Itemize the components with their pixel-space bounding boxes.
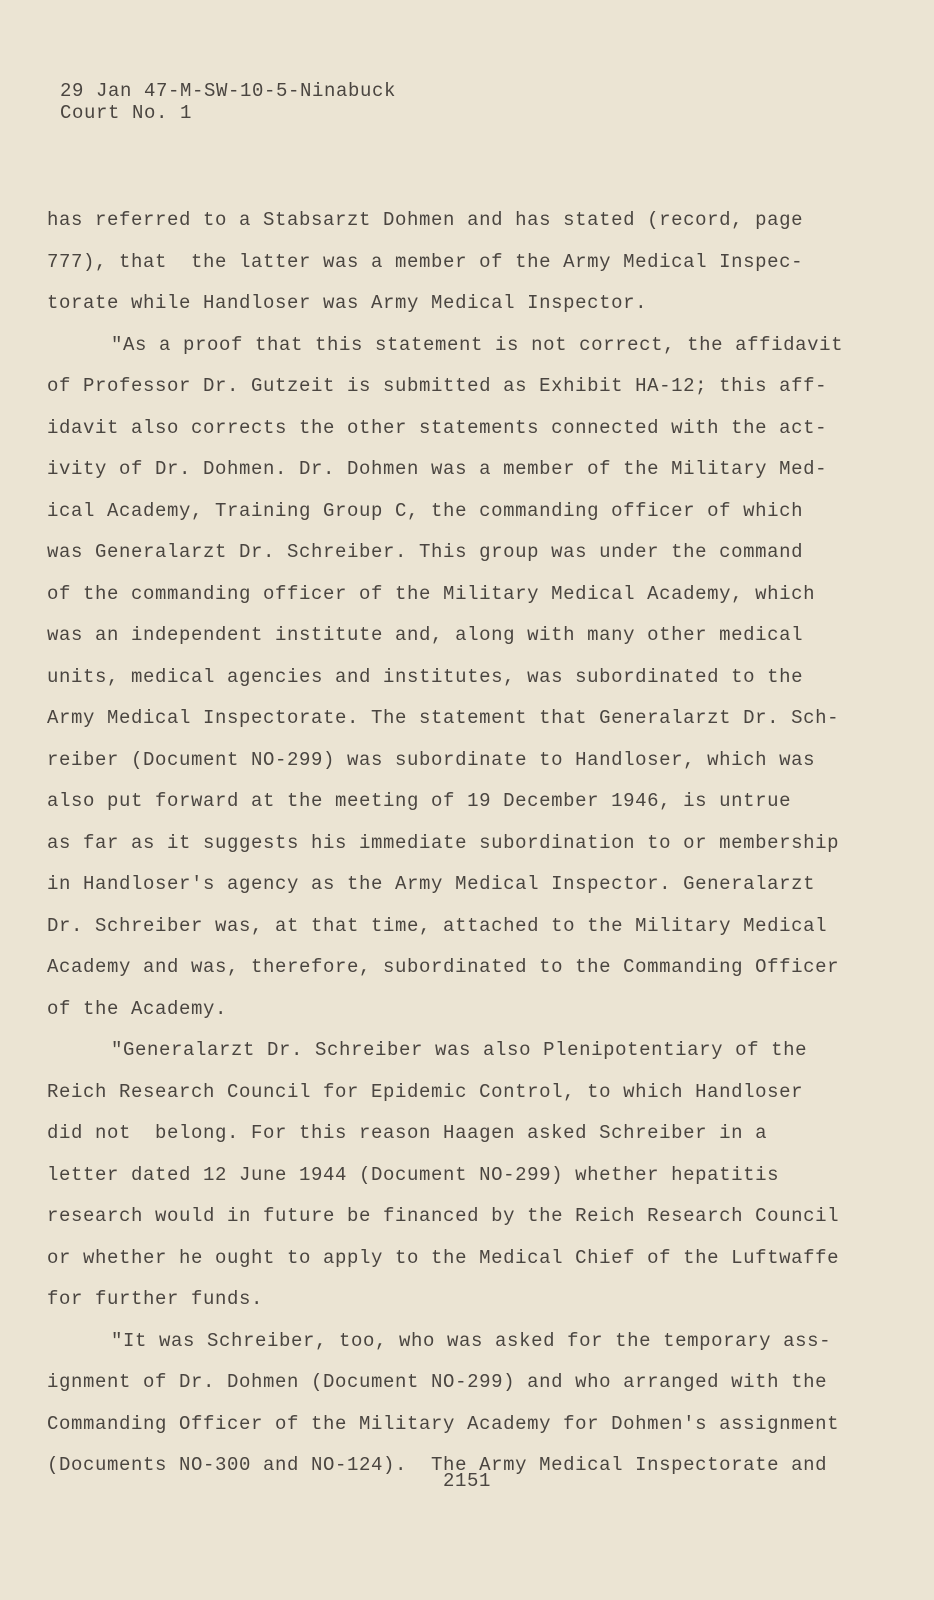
text-line: letter dated 12 June 1944 (Document NO-299) whether hepatitis [47, 1163, 780, 1186]
text-line: Army Medical Inspectorate. The statement that Generalarzt Dr. Sch- [47, 707, 840, 729]
text-line: "As a proof that this statement is not correct, the affidavit [111, 333, 844, 356]
text-line: of the Academy. [47, 997, 228, 1020]
text-line: ivity of Dr. Dohmen. Dr. Dohmen was a member of the Military Med- [47, 458, 828, 480]
text-line: 777), that the latter was a member of the Army Medical Inspec- [47, 250, 804, 273]
text-line: in Handloser's agency as the Army Medical Inspector. Generalarzt [47, 873, 816, 895]
header-line-2: Court No. 1 [60, 102, 193, 124]
text-line: units, medical agencies and institutes, was subordinated to the [47, 665, 804, 688]
header-line-1: 29 Jan 47-M-SW-10-5-Ninabuck [60, 80, 397, 102]
text-line: of Professor Dr. Gutzeit is submitted as Exhibit HA-12; this aff- [47, 375, 828, 397]
text-line: research would in future be financed by the Reich Research Council [47, 1205, 840, 1227]
text-line: reiber (Document NO-299) was subordinate to Handloser, which was [47, 748, 816, 771]
text-line: idavit also corrects the other statements connected with the act- [47, 416, 828, 439]
text-line: torate while Handloser was Army Medical Inspector. [47, 292, 648, 314]
body-text [47, 200, 897, 1487]
text-line: was Generalarzt Dr. Schreiber. This group was under the command [47, 541, 804, 563]
text-line: "It was Schreiber, too, who was asked for the temporary ass- [111, 1329, 832, 1352]
text-line: or whether he ought to apply to the Medical Chief of the Luftwaffe [47, 1246, 840, 1269]
text-line: Commanding Officer of the Military Academy for Dohmen's assignment [47, 1412, 840, 1435]
text-line: (Documents NO-300 and NO-124). The Army Medical Inspectorate and [47, 1454, 828, 1476]
text-line: Dr. Schreiber was, at that time, attached to the Military Medical [47, 914, 828, 937]
text-line: ignment of Dr. Dohmen (Document NO-299) and who arranged with the [47, 1371, 828, 1393]
text-line: for further funds. [47, 1288, 264, 1310]
text-line: Reich Research Council for Epidemic Control, to which Handloser [47, 1080, 804, 1103]
text-line: "Generalarzt Dr. Schreiber was also Plenipotentiary of the [111, 1039, 808, 1061]
header [60, 80, 396, 124]
text-line: has referred to a Stabsarzt Dohmen and has stated (record, page [47, 209, 804, 231]
text-line: ical Academy, Training Group C, the commanding officer of which [47, 499, 804, 522]
text-line: as far as it suggests his immediate subordination to or membership [47, 831, 840, 854]
text-line: also put forward at the meeting of 19 December 1946, is untrue [47, 790, 792, 812]
text-line: of the commanding officer of the Military Medical Academy, which [47, 582, 816, 605]
page-number: 2151 [442, 1470, 491, 1492]
text-line: Academy and was, therefore, subordinated to the Commanding Officer [47, 956, 840, 978]
text-line: did not belong. For this reason Haagen asked Schreiber in a [47, 1122, 768, 1144]
text-line: was an independent institute and, along with many other medical [47, 624, 804, 646]
